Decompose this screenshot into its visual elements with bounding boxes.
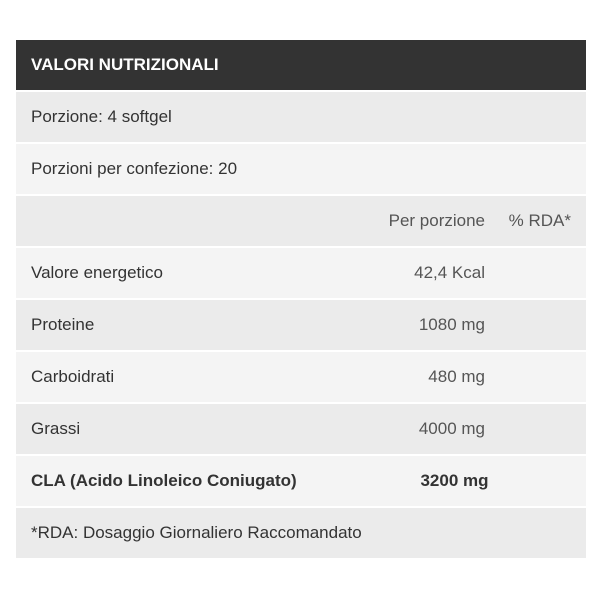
nutrient-label: Carboidrati — [31, 367, 115, 386]
nutrient-value: 1080 mg — [418, 315, 485, 334]
table-header — [16, 40, 586, 92]
nutrition-table — [16, 40, 586, 558]
nutrient-value: 3200 mg — [420, 471, 489, 490]
serving-row — [16, 92, 586, 144]
footnote: *RDA: Dosaggio Giornaliero Raccomandato — [31, 523, 362, 542]
nutrient-label: CLA (Acido Linoleico Coniugato) — [31, 471, 297, 490]
nutrient-label: Proteine — [31, 315, 95, 334]
servings-per-pack: Porzioni per confezione: 20 — [31, 159, 238, 178]
footnote-row — [16, 508, 586, 558]
nutrient-label: Grassi — [31, 419, 81, 438]
servings-per-pack-row — [16, 144, 586, 196]
column-header-row — [16, 196, 586, 248]
nutrient-value: 4000 mg — [418, 419, 485, 438]
table-row — [16, 404, 586, 456]
nutrient-value: 480 mg — [428, 367, 485, 386]
table-row — [16, 248, 586, 300]
table-title: VALORI NUTRIZIONALI — [31, 55, 219, 74]
nutrient-label: Valore energetico — [31, 263, 163, 282]
table-row — [16, 352, 586, 404]
serving-size: Porzione: 4 softgel — [31, 107, 172, 126]
table-row-highlight — [16, 456, 586, 508]
nutrient-value: 42,4 Kcal — [414, 263, 485, 282]
table-row — [16, 300, 586, 352]
column-header-rda: % RDA* — [508, 211, 571, 230]
column-header-per-serving: Per porzione — [388, 211, 485, 230]
